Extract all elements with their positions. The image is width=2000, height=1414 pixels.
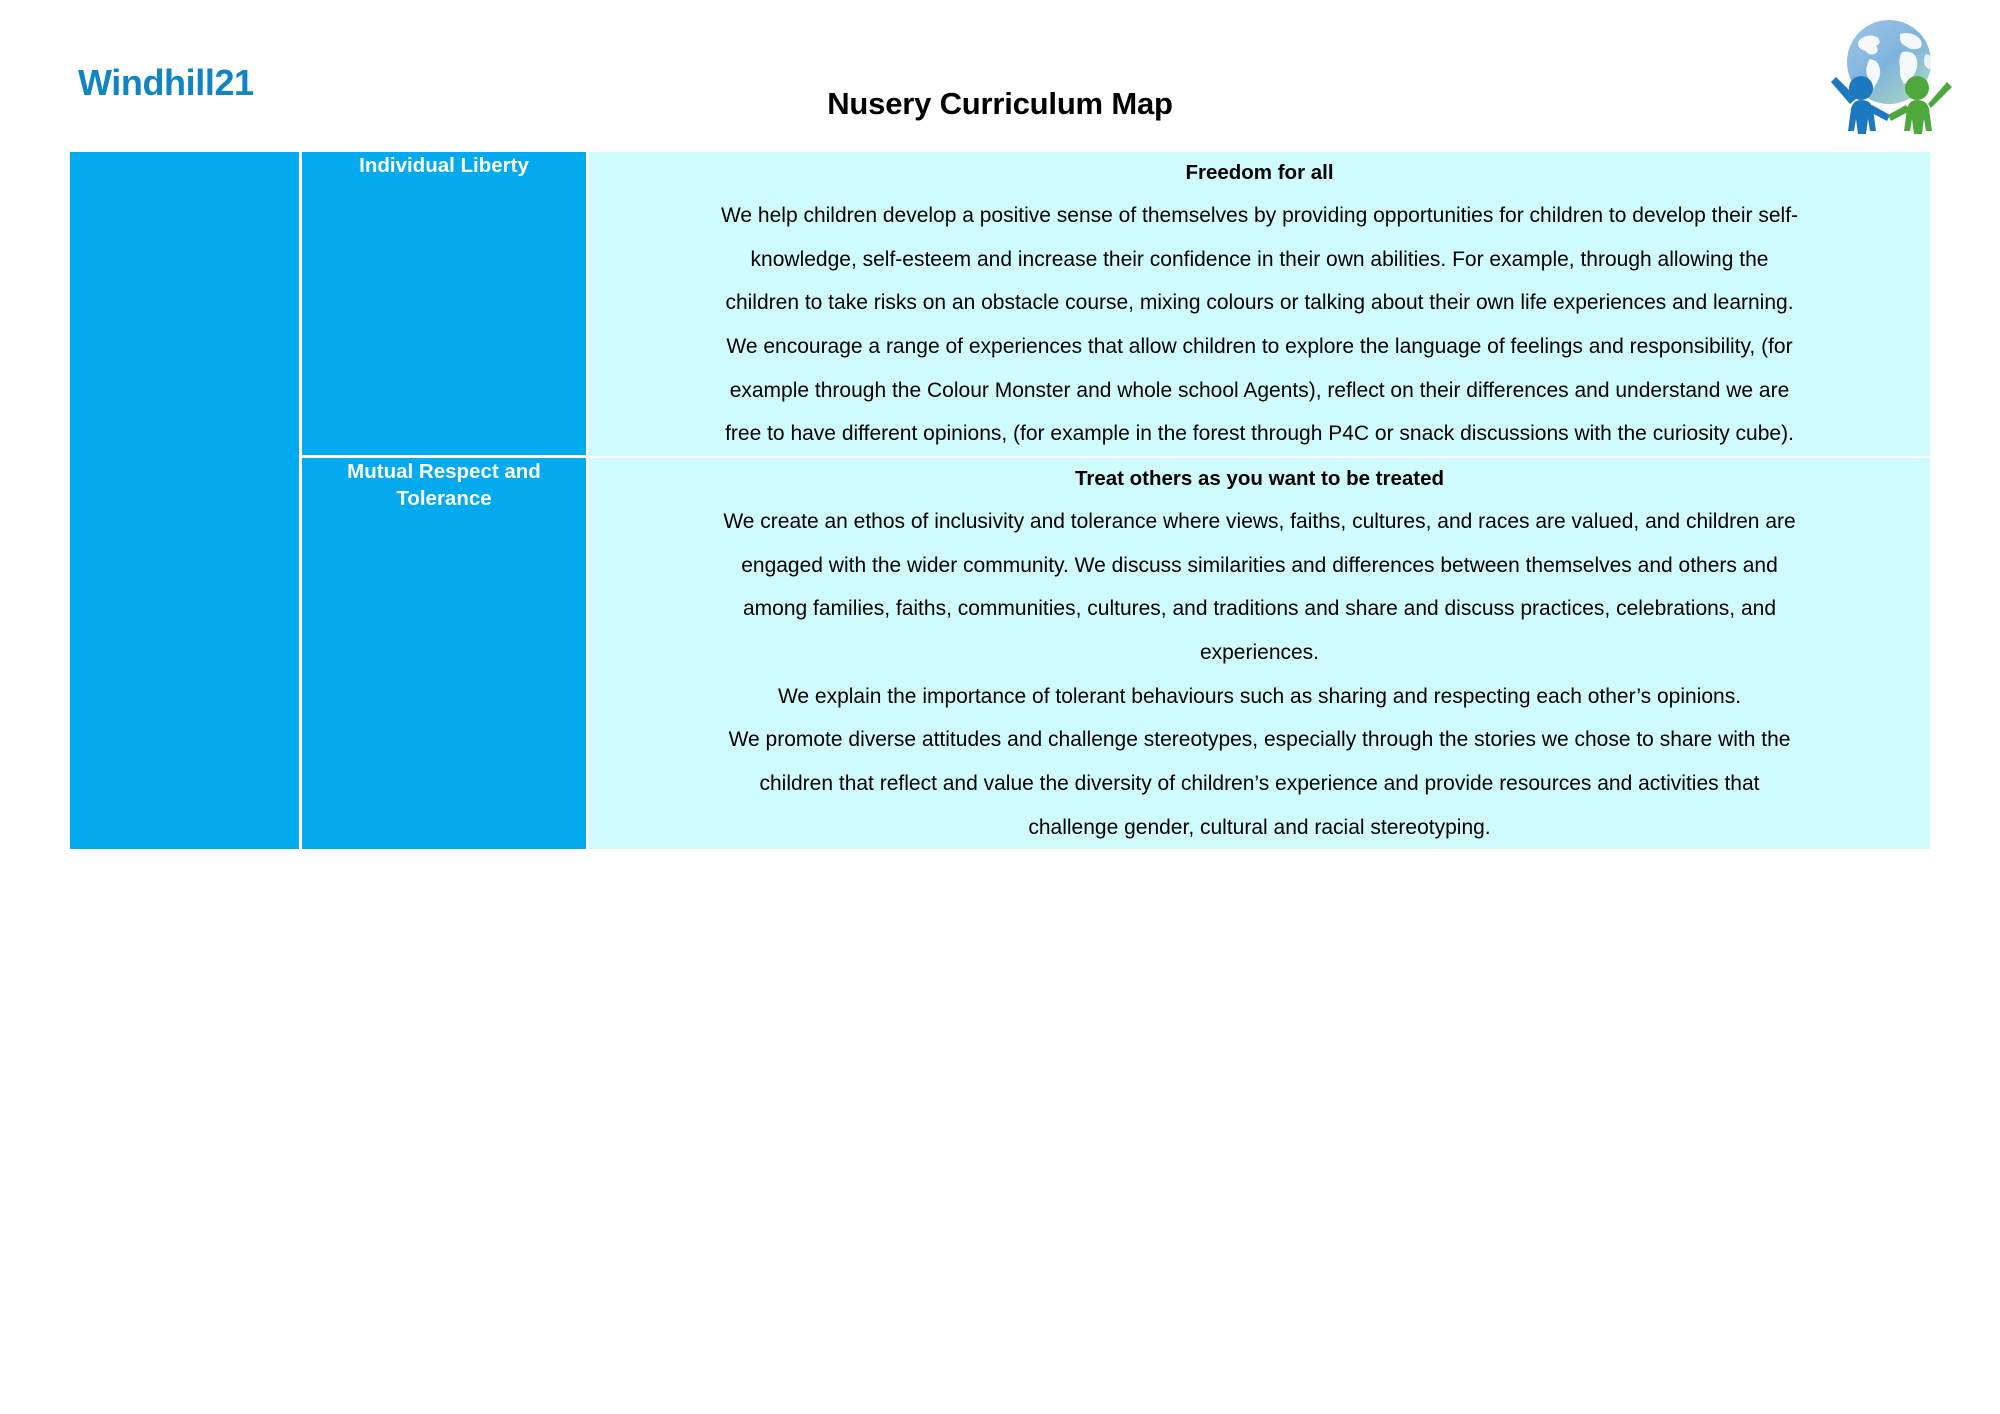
table-row (70, 152, 1930, 458)
strand-label: Individual Liberty (359, 154, 529, 177)
content-body (589, 194, 1930, 456)
content-line: We explain the importance of tolerant behaviours such as sharing and respecting each other’s opinions. (777, 684, 1742, 708)
content-line: among families, faiths, communities, cultures, and traditions and share and discuss practices, celebrations, and (742, 597, 1777, 621)
content-line: children that reflect and value the diversity of children’s experience and provide resources and activities that (759, 772, 1760, 796)
content-heading: Freedom for all (1185, 161, 1334, 184)
content-line: free to have different opinions, (for example in the forest through P4C or snack discussions with the curiosity cube). (725, 422, 1794, 446)
table-row (70, 458, 1930, 849)
strand-label: Mutual Respect and Tolerance (347, 460, 541, 511)
curriculum-map-table (70, 152, 1930, 849)
content-body (589, 500, 1930, 849)
content-line: challenge gender, cultural and racial stereotyping. (1028, 815, 1491, 839)
page-title: Nusery Curriculum Map (827, 86, 1173, 121)
strand-cell-mutual-respect-and-tolerance (302, 458, 589, 849)
brand-logo: Windhill21 (78, 62, 254, 103)
content-cell-mutual-respect-and-tolerance (589, 458, 1930, 849)
content-line: example through the Colour Monster and whole school Agents), reflect on their differences and understand we are (729, 378, 1790, 402)
content-line: We create an ethos of inclusivity and tolerance where views, faiths, cultures, and races are valued, and children are (723, 510, 1796, 534)
strand-cell-individual-liberty (302, 152, 589, 458)
content-line: engaged with the wider community. We discuss similarities and differences between themselves and others and (741, 553, 1778, 577)
globe-with-children-logo-icon (1814, 4, 1964, 136)
row-label-spacer-cell (70, 152, 302, 849)
content-line: We promote diverse attitudes and challenge stereotypes, especially through the stories we chose to share with the (728, 728, 1791, 752)
content-line: knowledge, self-esteem and increase their confidence in their own abilities. For example, through allowing the (750, 247, 1769, 271)
content-heading: Treat others as you want to be treated (1074, 467, 1445, 491)
content-line: We encourage a range of experiences that allow children to explore the language of feelings and responsibility, (for (726, 335, 1793, 359)
content-line: We help children develop a positive sense of themselves by providing opportunities for children to develop their self- (720, 204, 1799, 228)
content-line: children to take risks on an obstacle course, mixing colours or talking about their own life experiences and learning. (725, 291, 1794, 315)
content-line: experiences. (1199, 641, 1320, 665)
content-cell-individual-liberty (589, 152, 1930, 458)
page-header (0, 0, 2000, 150)
